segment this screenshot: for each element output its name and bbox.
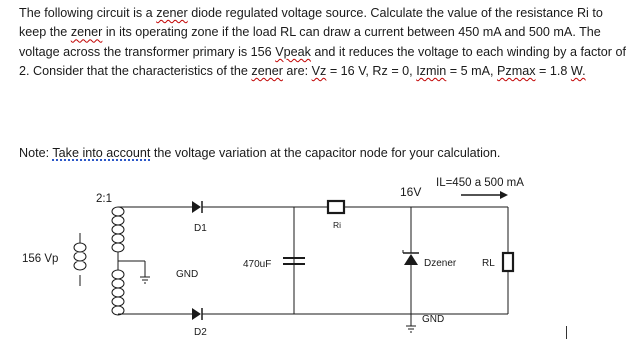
output-ground <box>406 314 416 332</box>
rl-label: RL <box>482 258 495 269</box>
spell-flag-zener-1: zener <box>156 6 188 20</box>
capacitor-label: 470uF <box>243 259 272 270</box>
problem-text-6: = 16 V, Rz = 0, <box>326 64 417 79</box>
il-label: IL=450 a 500 mA <box>436 177 524 189</box>
problem-text-3: in its operating zone if the load RL can draw a current between 450 mA and 500 mA. The voltage across the transformer primary is 156 <box>19 25 601 59</box>
d1-label: D1 <box>194 223 207 234</box>
spell-flag-zener-3: zener <box>251 64 283 79</box>
spell-flag-pzmax: Pzmax <box>497 64 536 79</box>
resistor-rl <box>503 207 513 314</box>
text-cursor <box>566 326 567 339</box>
gnd-bottom-label: GND <box>422 314 445 325</box>
spell-flag-vpeak: Vpeak <box>275 44 311 59</box>
problem-text-5: are: <box>282 64 312 79</box>
problem-text-2: diode regulated voltage source. Calculate the value of the resistance Ri to keep the <box>19 6 603 40</box>
note-rest: the voltage variation at the capacitor node for your calculation. <box>150 146 501 160</box>
problem-text-4: and it reduces the voltage to each winding by a factor of 2. Consider that the characteristics of the <box>19 44 626 79</box>
d2-label: D2 <box>194 327 207 338</box>
dzener-label: Dzener <box>424 258 457 269</box>
problem-text-8: = 1.8 <box>535 64 571 79</box>
vz-node-label: 16V <box>400 185 422 199</box>
problem-text-1: The following circuit is a <box>19 6 157 20</box>
resistor-ri <box>328 201 344 213</box>
spell-flag-w: W. <box>570 64 586 79</box>
note-underlined-phrase: Take into account <box>52 146 151 160</box>
spell-flag-vz: Vz <box>311 64 327 79</box>
source-label: 156 Vp <box>22 253 59 265</box>
spell-flag-izmin: Izmin <box>416 64 447 79</box>
diode-d1 <box>192 201 202 213</box>
problem-text-7: = 5 mA, <box>446 64 498 79</box>
gnd-center-label: GND <box>176 269 199 280</box>
current-arrow <box>461 191 508 199</box>
ri-label: Ri <box>333 220 342 230</box>
note-prefix: Note: <box>19 146 53 160</box>
transformer-primary-coil <box>74 233 86 286</box>
ratio-label: 2:1 <box>96 193 112 205</box>
diode-d2 <box>192 308 202 320</box>
zener-diode <box>403 207 419 314</box>
spell-flag-zener-2: zener <box>70 25 103 40</box>
